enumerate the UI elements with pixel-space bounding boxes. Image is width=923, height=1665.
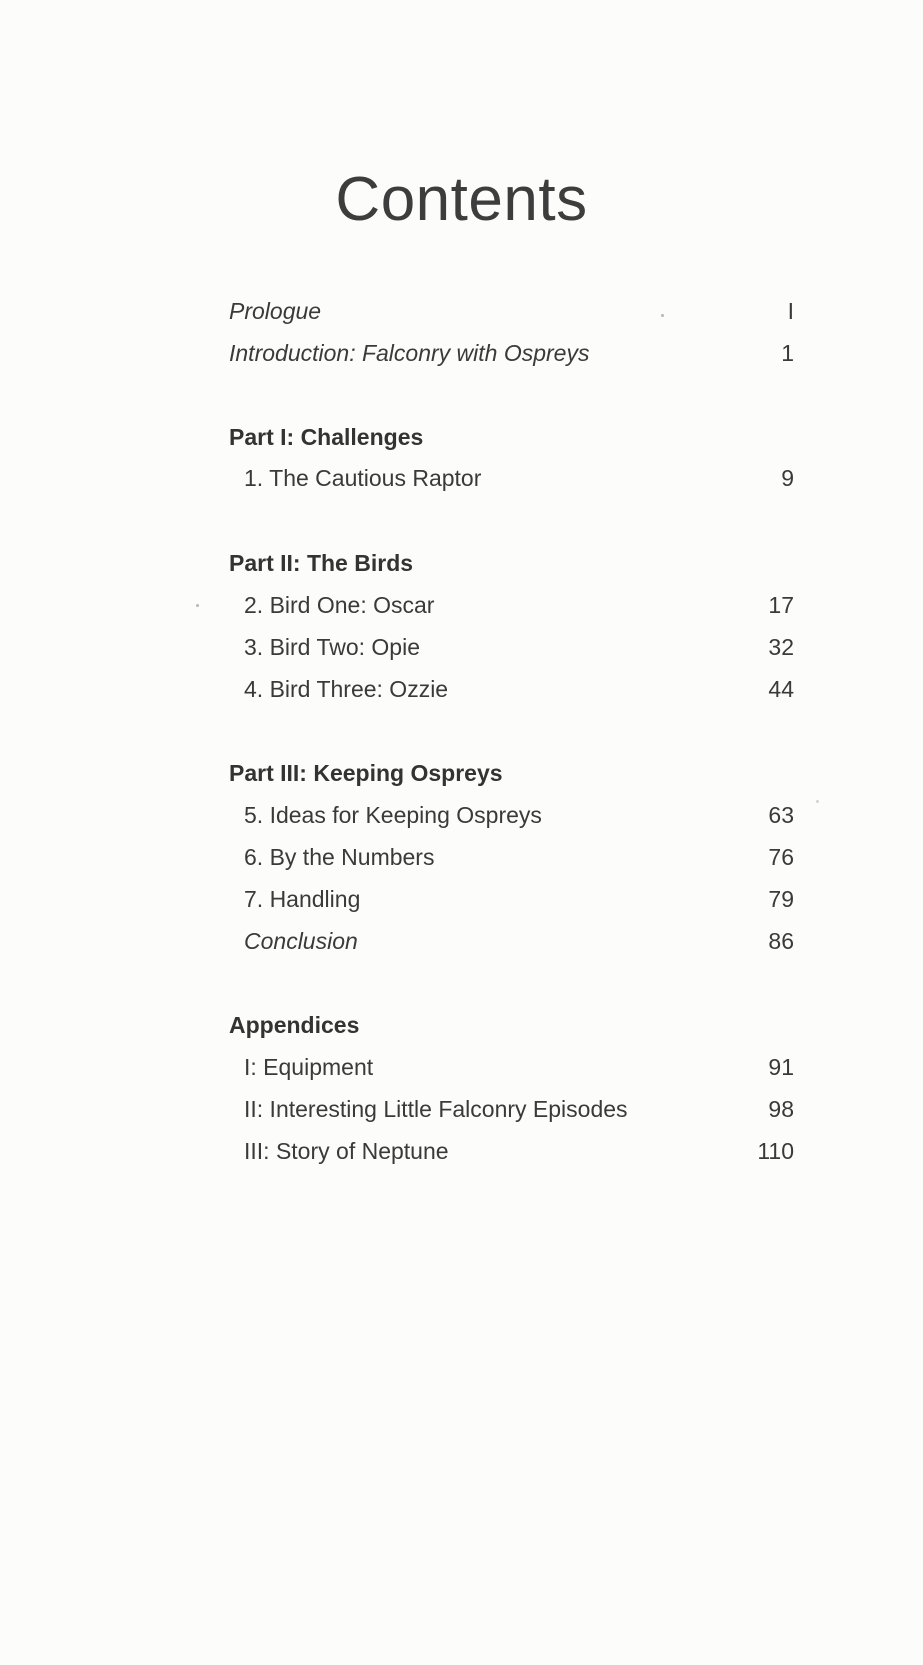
toc-entry-introduction[interactable] <box>229 336 794 370</box>
toc-entry-label: 2. Bird One: Oscar <box>244 592 435 618</box>
toc-entry-label: II: Interesting Little Falconry Episodes <box>244 1096 628 1122</box>
toc-entry-page: 9 <box>781 465 794 491</box>
toc-entry[interactable] <box>229 840 794 874</box>
toc-entry-label: III: Story of Neptune <box>244 1138 449 1164</box>
paper-speck <box>661 314 664 317</box>
toc-entry-page: 32 <box>768 634 794 660</box>
toc-entry-page: 98 <box>768 1096 794 1122</box>
toc-entry-page: 91 <box>768 1054 794 1080</box>
toc-entry-label: Prologue <box>229 298 322 324</box>
toc-entry[interactable] <box>229 798 794 832</box>
page-title: Contents <box>335 165 588 234</box>
toc-entry-label: 3. Bird Two: Opie <box>244 634 420 660</box>
toc-entry-page: I <box>787 298 794 324</box>
part-heading: Part II: The Birds <box>229 550 414 576</box>
toc-entry-page: 63 <box>768 802 794 828</box>
toc-entry-conclusion[interactable] <box>229 924 794 958</box>
toc-entry-page: 17 <box>768 592 794 618</box>
toc-entry[interactable] <box>229 588 794 622</box>
toc-entry[interactable] <box>229 630 794 664</box>
toc-entry-label: I: Equipment <box>244 1054 374 1080</box>
toc-entry-page: 110 <box>757 1138 794 1164</box>
toc-entry-label: 6. By the Numbers <box>244 844 435 870</box>
toc-entry[interactable] <box>229 461 794 495</box>
toc-entry-label: Conclusion <box>244 928 358 954</box>
toc-entry-page: 1 <box>781 340 794 366</box>
toc-entry-label: 4. Bird Three: Ozzie <box>244 676 449 702</box>
toc-entry-page: 44 <box>768 676 794 702</box>
toc-entry[interactable] <box>229 1134 794 1168</box>
toc-entry[interactable] <box>229 1050 794 1084</box>
toc-entry[interactable] <box>229 1092 794 1126</box>
toc-entry-label: 7. Handling <box>244 886 361 912</box>
toc-entry-label: 1. The Cautious Raptor <box>244 465 482 491</box>
part-heading: Part I: Challenges <box>229 424 424 450</box>
part-heading: Part III: Keeping Ospreys <box>229 760 503 786</box>
toc-entry-page: 86 <box>768 928 794 954</box>
part-heading: Appendices <box>229 1012 360 1038</box>
toc-entry-prologue[interactable] <box>229 294 794 328</box>
toc-entry-label: Introduction: Falconry with Ospreys <box>229 340 590 366</box>
toc-entry-page: 76 <box>768 844 794 870</box>
toc-entry-label: 5. Ideas for Keeping Ospreys <box>244 802 542 828</box>
toc-entry[interactable] <box>229 882 794 916</box>
toc-entry[interactable] <box>229 672 794 706</box>
paper-speck <box>816 800 819 803</box>
toc-entry-page: 79 <box>768 886 794 912</box>
paper-speck <box>196 604 199 607</box>
